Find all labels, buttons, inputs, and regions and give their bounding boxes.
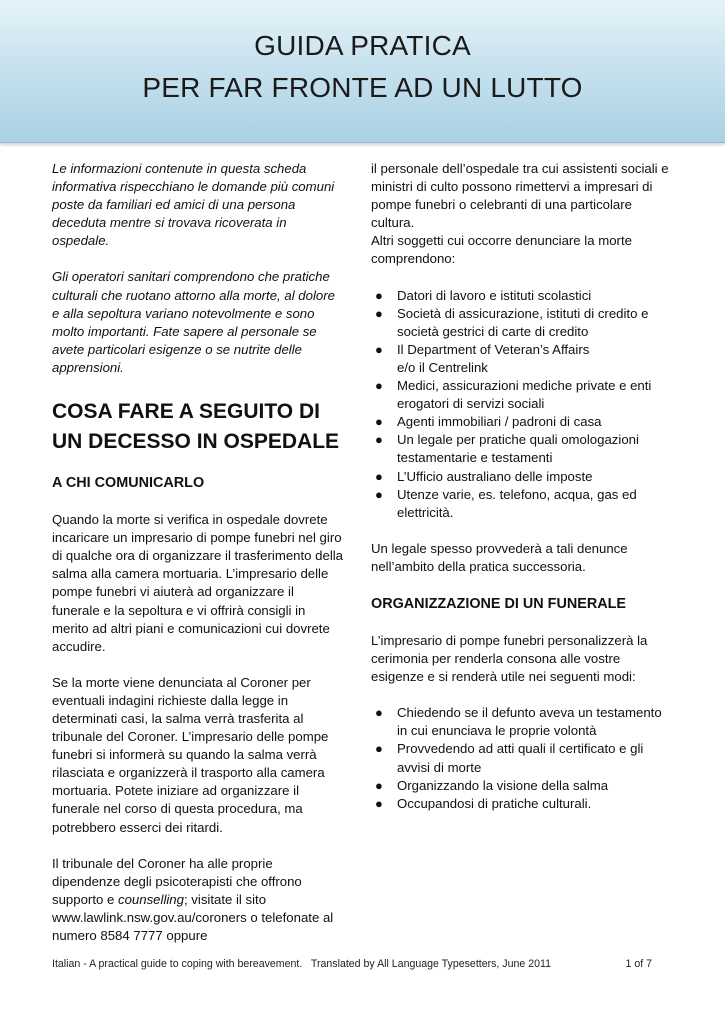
list-item-continuation: e/o il Centrelink bbox=[397, 359, 488, 375]
bullet-icon: ● bbox=[375, 795, 383, 811]
list-item: ● Provvedendo ad atti quali il certificato e gli avvisi di morte bbox=[375, 741, 644, 775]
list-item: ● L’Ufficio australiano delle imposte bbox=[371, 468, 671, 486]
section-heading-line-2: UN DECESSO IN OSPEDALE bbox=[52, 430, 340, 454]
bullet-icon: ● bbox=[375, 378, 383, 394]
bullet-icon: ● bbox=[375, 305, 383, 321]
section-heading bbox=[52, 397, 344, 457]
left-column bbox=[52, 160, 344, 945]
body-paragraph-3 bbox=[52, 855, 344, 945]
list-item: ● Medici, assicurazioni mediche private e enti erogatori di servizi sociali bbox=[375, 378, 652, 412]
list-item: ● Chiedendo se il defunto aveva un testamento in cui enunciava le proprie volontà bbox=[375, 705, 662, 739]
notify-list bbox=[371, 287, 671, 522]
body-paragraph-3-end: ; visitate il sito www.lawlink.nsw.gov.au/coroners o telefonate al numero 8584 7777 oppure bbox=[52, 891, 334, 943]
funeral-list bbox=[371, 704, 671, 813]
list-item: ● Datori di lavoro e istituti scolastici bbox=[371, 287, 671, 305]
body-paragraph-3-start: Il tribunale del Coroner ha alle proprie dipendenze degli psicoterapisti che offrono supporto e bbox=[52, 855, 302, 907]
others-paragraph: Altri soggetti cui occorre denunciare la morte comprendono: bbox=[371, 233, 632, 267]
legal-paragraph: Un legale spesso provvederà a tali denunce nell’ambito della pratica successoria. bbox=[371, 540, 628, 574]
bullet-icon: ● bbox=[375, 777, 383, 793]
counselling-term: counselling bbox=[117, 891, 184, 907]
bullet-icon: ● bbox=[375, 341, 383, 357]
title-banner bbox=[0, 0, 725, 143]
subheading-chi-comunicarlo: A CHI COMUNICARLO bbox=[52, 475, 205, 492]
funeral-paragraph: L’impresario di pompe funebri personalizzerà la cerimonia per renderla consona alle vostre esigenze e si renderà utile nei seguenti modi: bbox=[371, 632, 648, 685]
list-item: ● Agenti immobiliari / padroni di casa bbox=[371, 413, 671, 431]
list-item: ● Un legale per pratiche quali omologazioni testamentarie e testamenti bbox=[375, 432, 639, 466]
bullet-icon: ● bbox=[375, 432, 383, 448]
title-line-2: PER FAR FRONTE AD UN LUTTO bbox=[142, 72, 583, 103]
page-footer bbox=[52, 958, 652, 970]
continued-paragraph: il personale dell’ospedale tra cui assistenti sociali e ministri di culto possono rimettervi a impresari di pompe funebri o celebranti di una particolare cultura. bbox=[371, 161, 669, 231]
list-item: ● Il Department of Veteran’s Affairs e/o il Centrelink bbox=[375, 341, 590, 375]
bullet-icon: ● bbox=[375, 414, 383, 430]
bullet-icon: ● bbox=[375, 741, 383, 757]
bullet-icon: ● bbox=[375, 287, 383, 303]
list-item: ● Società di assicurazione, istituti di credito e società gestrici di carte di credito bbox=[375, 305, 649, 339]
bullet-icon: ● bbox=[375, 468, 383, 484]
bullet-icon: ● bbox=[375, 486, 383, 502]
list-item: ● Utenze varie, es. telefono, acqua, gas ed elettricità. bbox=[375, 486, 637, 520]
list-item: ● Organizzando la visione della salma bbox=[371, 777, 671, 795]
body-paragraph-2: Se la morte viene denunciata al Coroner per eventuali indagini richieste dalla legge in determinati casi, la salma verrà trasferita al tribunale del Coroner. L’impresario delle pompe funebri si informerà su quando la salma verrà rilasciata e organizzerà il trasporto alla camera mortuaria. Potete iniziare ad organizzare il funerale nel corso di questa procedura, ma potrebbero esserci dei ritardi. bbox=[52, 674, 329, 835]
page-number: 1 of 7 bbox=[625, 958, 652, 970]
section-heading-line-1: COSA FARE A SEGUITO DI bbox=[52, 400, 320, 424]
bullet-icon: ● bbox=[375, 705, 383, 721]
title-line-1: GUIDA PRATICA bbox=[254, 30, 471, 61]
body-paragraph-1: Quando la morte si verifica in ospedale dovrete incaricare un impresario di pompe funebri nel giro di qualche ora di organizzare il trasferimento della salma alla camera mortuaria. L’impresario delle pompe funebri vi aiuterà ad organizzare il funerale e la sepoltura e vi offrirà consigli in merito ad altri piani e comunicazioni cui dovrete accudire. bbox=[52, 512, 344, 654]
intro-paragraph-1: Le informazioni contenute in questa scheda informativa rispecchiano le domande più comuni poste da familiari ed amici di una persona deceduta mentre si trovava ricoverata in ospedale. bbox=[52, 161, 335, 249]
subheading-funerale: ORGANIZZAZIONE DI UN FUNERALE bbox=[371, 595, 627, 612]
right-column bbox=[371, 160, 671, 831]
footer-credit: Italian - A practical guide to coping with bereavement. Translated by All Language Typesetters, June 2011 bbox=[52, 958, 552, 970]
intro-paragraph-2: Gli operatori sanitari comprendono che pratiche culturali che ruotano attorno alla morte, al dolore e alla sepoltura variano notevolmente e sono molto importanti. Fate sapere al personale se avete particolari esigenze o se nutrite delle apprensioni. bbox=[52, 269, 335, 375]
list-item: ● Occupandosi di pratiche culturali. bbox=[371, 795, 671, 813]
